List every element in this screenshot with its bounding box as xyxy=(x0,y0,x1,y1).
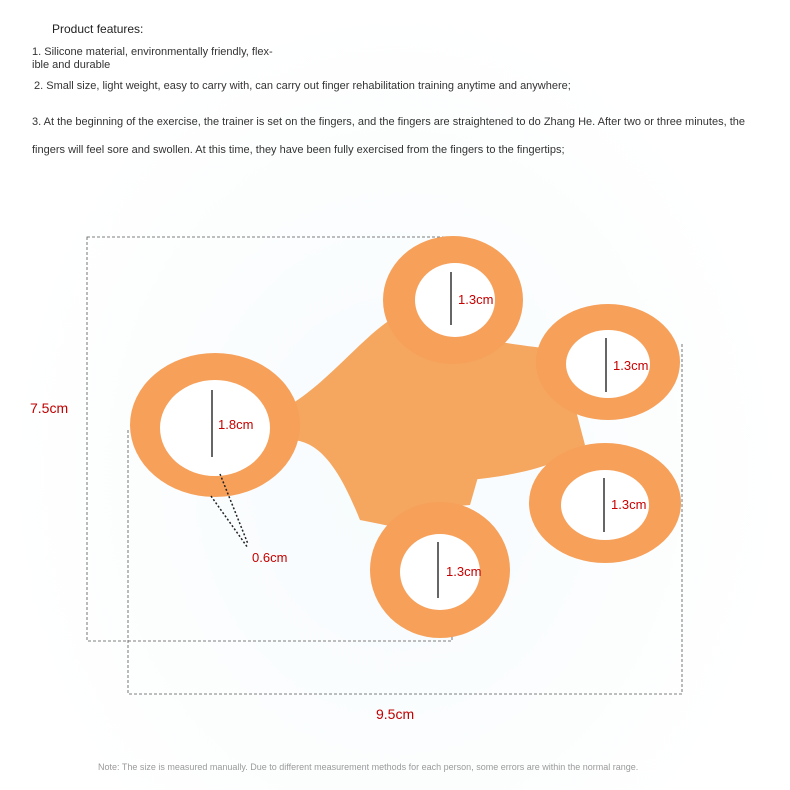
features-heading: Product features: xyxy=(52,22,144,36)
width-label: 9.5cm xyxy=(376,706,415,722)
height-label: 7.5cm xyxy=(30,400,69,416)
feature-3: 3. At the beginning of the exercise, the trainer is set on the fingers, and the fingers are straightened to do Zhang He. After two or three minutes, the fingers will feel sore and swollen. At this time, they have been fully exercised from the fingers to the fingertips; xyxy=(32,116,745,156)
ring-bottom-label: 1.3cm xyxy=(446,564,482,579)
large-ring-label: 1.8cm xyxy=(218,417,254,432)
ring-top-label: 1.3cm xyxy=(458,292,494,307)
feature-2: 2. Small size, light weight, easy to carry with, can carry out finger rehabilitation training anytime and anywhere; xyxy=(34,80,571,92)
ring-lower-right-label: 1.3cm xyxy=(611,497,647,512)
thickness-marker-2 xyxy=(211,496,248,548)
ring-upper-right-label: 1.3cm xyxy=(613,358,649,373)
feature-1-line-2: ible and durable xyxy=(32,59,111,71)
measurement-note: Note: The size is measured manually. Due to different measurement methods for each person, some errors are within the normal range. xyxy=(98,762,639,772)
thickness-label: 0.6cm xyxy=(252,550,288,565)
feature-1-line-1: 1. Silicone material, environmentally friendly, flex- xyxy=(32,46,273,58)
